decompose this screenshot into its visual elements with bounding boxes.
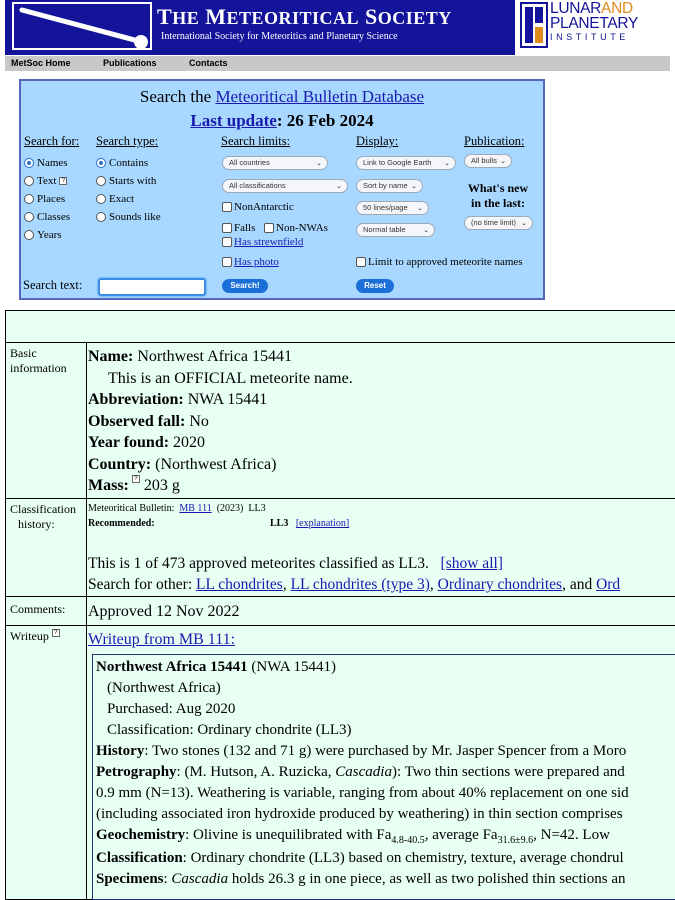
search-for-places[interactable]: Places	[24, 193, 65, 205]
site-subtitle: International Society for Meteoritics and Planetary Science	[161, 31, 398, 42]
radio-selected[interactable]	[24, 158, 34, 168]
search-text-label: Search text:	[23, 278, 83, 292]
search-type-contains[interactable]: Contains	[96, 157, 148, 169]
column-divider	[86, 342, 87, 900]
search-type-label: Search type:	[96, 134, 159, 148]
writeup-geochemistry: Geochemistry: Olivine is unequilibrated with $Fa_{4.8-40.5}$, average $Fa_{31.6\pm 9.6}$, N=42. Low	[96, 827, 610, 846]
count-row: This is 1 of 473 approved meteorites classified as LL3. [show all]	[88, 555, 503, 572]
help-icon[interactable]: ?	[132, 475, 140, 483]
writeup-purchased: Purchased: Aug 2020	[107, 701, 236, 717]
writeup-box	[92, 654, 675, 900]
row-divider	[6, 625, 675, 626]
show-all-link[interactable]: [show all]	[440, 555, 503, 572]
last-update-link[interactable]: Last update	[190, 111, 277, 130]
reset-button[interactable]: Reset	[356, 279, 394, 293]
link-select[interactable]: Link to Google Earth ⌃	[356, 156, 456, 170]
metsoc-banner	[5, 0, 515, 55]
search-other-row: Search for other: LL chondrites, LL chondrites (type 3), Ordinary chondrites, and Ord	[88, 576, 621, 593]
basic-info	[88, 346, 353, 497]
meteor-logo-icon[interactable]	[12, 2, 152, 50]
radio[interactable]	[24, 176, 34, 186]
writeup-link: Writeup from MB 111:	[88, 631, 236, 648]
mass-row: Mass: ? 203 g	[88, 476, 180, 494]
row-divider	[6, 498, 675, 499]
writeup-classification-detail: Classification: Ordinary chondrite (LL3) based on chemistry, texture, average chondrul	[96, 850, 624, 866]
search-type-sounds-like[interactable]: Sounds like	[96, 211, 161, 223]
last-update-date: : 26 Feb 2024	[276, 111, 374, 130]
search-text-input[interactable]	[98, 278, 206, 296]
display-label: Display:	[356, 134, 399, 148]
sort-select[interactable]: Sort by name ⌃	[356, 179, 423, 193]
search-type-exact[interactable]: Exact	[96, 193, 134, 205]
nav-publications[interactable]: Publications	[103, 58, 157, 68]
whats-new-label: What's new in the last:	[467, 181, 529, 210]
checkbox[interactable]	[356, 257, 366, 267]
lines-select[interactable]: 50 lines/page ⌃	[356, 201, 429, 215]
countries-select[interactable]: All countries ⌃	[222, 156, 328, 170]
checkbox[interactable]	[264, 223, 274, 233]
radio-selected[interactable]	[96, 158, 106, 168]
publication-label: Publication:	[464, 134, 525, 148]
search-for-classes[interactable]: Classes	[24, 211, 70, 223]
site-title[interactable]: THE METEORITICAL SOCIETY	[157, 4, 452, 29]
explanation-link[interactable]: [explanation]	[295, 518, 350, 529]
checkbox[interactable]	[222, 223, 232, 233]
ll-type3-link[interactable]: LL chondrites (type 3)	[290, 576, 430, 593]
strewnfield-checkbox[interactable]: Has strewnfield	[222, 236, 303, 248]
search-for-names[interactable]: Names	[24, 157, 68, 169]
abbrev-row: Abbreviation: NWA 15441	[88, 391, 268, 408]
year-row: Year found: 2020	[88, 434, 206, 451]
site-header	[0, 0, 675, 55]
non-nwas-checkbox[interactable]: Non-NWAs	[264, 222, 328, 234]
ord-link[interactable]: Ord	[596, 576, 621, 593]
fall-row: Observed fall: No	[88, 412, 209, 430]
checkbox[interactable]	[222, 202, 232, 212]
falls-checkbox[interactable]: Falls	[222, 222, 255, 234]
lpi-wordmark: LUNARAND PLANETARY INSTITUTE	[550, 0, 639, 42]
writeup-title: Northwest Africa 15441 (NWA 15441)	[96, 659, 336, 675]
result-table	[5, 310, 675, 900]
search-headline: Search the Meteoritical Bulletin Database	[139, 87, 425, 106]
limit-approved-checkbox[interactable]: Limit to approved meteorite names	[356, 256, 523, 268]
comments-value: Approved 12 Nov 2022	[88, 603, 240, 620]
classification-history-label: Classification history:	[10, 502, 76, 531]
radio[interactable]	[96, 212, 106, 222]
row-divider	[6, 342, 675, 343]
mb-row: Meteoritical Bulletin: MB 111 (2023) LL3	[88, 503, 266, 514]
official-note: This is an OFFICIAL meteorite name.	[108, 369, 353, 387]
writeup-label: Writeup ?	[10, 629, 60, 644]
writeup-petrography-line2: 0.9 mm (N=13). Weathering is variable, ranging from about 40% replacement on one sid	[96, 785, 629, 801]
search-for-text[interactable]: Text ?	[24, 175, 67, 187]
search-panel	[19, 79, 545, 300]
recommended-row: LL3 [explanation]	[270, 518, 350, 529]
ll-chondrites-link[interactable]: LL chondrites	[196, 576, 283, 593]
radio[interactable]	[24, 230, 34, 240]
nav-contacts[interactable]: Contacts	[189, 58, 228, 68]
basic-info-label: Basic information	[10, 346, 67, 375]
classifications-select[interactable]: All classifications ⌃	[222, 179, 348, 193]
country-row: Country: (Northwest Africa)	[88, 455, 277, 473]
search-type-starts-with[interactable]: Starts with	[96, 175, 156, 187]
bulls-select[interactable]: All bulls ⌃	[464, 154, 512, 168]
radio[interactable]	[24, 194, 34, 204]
row-divider	[6, 596, 675, 597]
mb-111-link[interactable]: MB 111	[179, 503, 212, 514]
writeup-classification: Classification: Ordinary chondrite (LL3)	[107, 722, 352, 738]
radio[interactable]	[96, 194, 106, 204]
last-update-line	[21, 111, 543, 131]
radio[interactable]	[24, 212, 34, 222]
ordinary-chondrites-link[interactable]: Ordinary chondrites	[437, 576, 563, 593]
lpi-logo[interactable]	[518, 0, 670, 52]
recommended-label: Recommended:	[88, 518, 155, 529]
radio[interactable]	[96, 176, 106, 186]
writeup-petrography: Petrography: (M. Hutson, A. Ruzicka, Cascadia): Two thin sections were prepared and	[96, 764, 625, 780]
table-select[interactable]: Normal table ⌃	[356, 223, 435, 237]
search-button[interactable]: Search!	[222, 279, 268, 293]
search-for-years[interactable]: Years	[24, 229, 62, 241]
photo-checkbox[interactable]: Has photo	[222, 256, 279, 268]
nonantarctic-checkbox[interactable]: NonAntarctic	[222, 201, 294, 213]
nav-metsoc-home[interactable]: MetSoc Home	[11, 58, 71, 68]
writeup-place: (Northwest Africa)	[107, 680, 221, 696]
database-link[interactable]: Meteoritical Bulletin Database	[215, 87, 425, 106]
comments-label: Comments:	[10, 602, 66, 616]
help-icon[interactable]: ?	[52, 629, 60, 637]
name-row: Name: Northwest Africa 15441	[88, 348, 292, 365]
writeup-history: History: Two stones (132 and 71 g) were purchased by Mr. Jasper Spencer from a Moro	[96, 743, 627, 759]
search-for-label: Search for:	[24, 134, 80, 148]
checkbox[interactable]	[222, 237, 232, 247]
help-icon[interactable]: ?	[59, 177, 67, 185]
writeup-specimens: Specimens: Cascadia holds 26.3 g in one piece, as well as two polished thin sections an	[96, 871, 626, 887]
top-nav	[5, 56, 670, 71]
time-limit-select[interactable]: (no time limit) ⌃	[464, 216, 533, 230]
writeup-petrography-line3: (including associated iron hydroxide produced by weathering) in thin section comprises	[96, 806, 623, 822]
search-limits-label: Search limits:	[221, 134, 291, 148]
lpi-emblem-icon	[520, 2, 548, 48]
checkbox[interactable]	[222, 257, 232, 267]
